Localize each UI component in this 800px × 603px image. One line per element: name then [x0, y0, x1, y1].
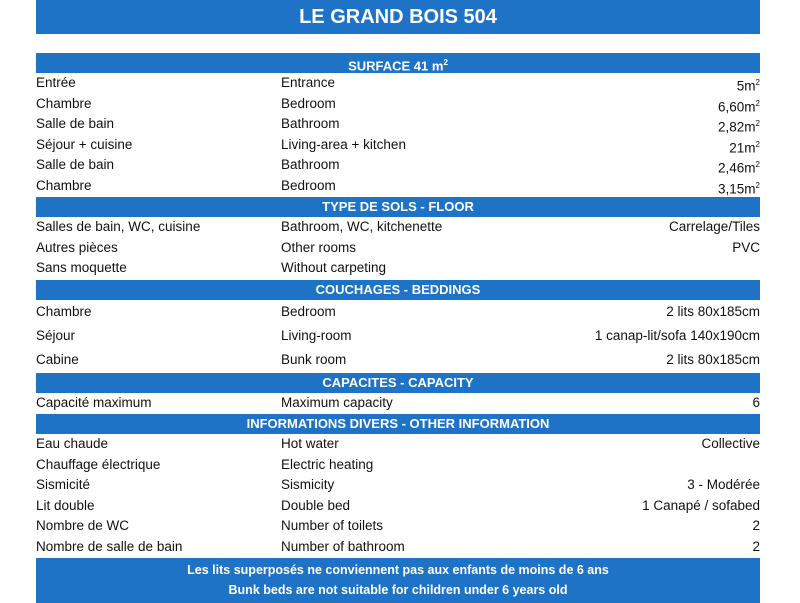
floor-row: [36, 258, 760, 279]
label-en: Living-room: [281, 327, 352, 343]
value-text: 2,46m: [718, 160, 756, 176]
surface-row: [36, 176, 760, 197]
info-row: [36, 496, 760, 517]
section-header-surface: [36, 52, 760, 73]
surface-row: [36, 135, 760, 156]
label-en: Bedroom: [281, 177, 336, 193]
label-en: Bunk room: [281, 351, 347, 367]
label-en: Bathroom: [281, 157, 340, 172]
label-fr: Salle de bain: [36, 157, 115, 172]
label-fr: Entrée: [36, 75, 76, 90]
value-sup: 2: [755, 78, 760, 87]
value-text: 2: [752, 538, 760, 554]
label-fr: Chambre: [36, 177, 92, 193]
label-fr: Capacité maximum: [36, 394, 152, 410]
footer-notice-en: Bunk beds are not suitable for children under 6 years old: [228, 583, 568, 597]
label-en: Other rooms: [281, 239, 357, 255]
value-text: 2: [752, 518, 760, 533]
property-sheet: [36, 0, 760, 603]
info-row: [36, 455, 760, 476]
section-header-surface-label: SURFACE 41 m: [348, 58, 444, 74]
value-text: 6: [752, 394, 760, 410]
floor-row: [36, 217, 760, 238]
footer-notice-fr: Les lits superposés ne conviennent pas aux enfants de moins de 6 ans: [187, 563, 609, 577]
value: [511, 94, 760, 115]
label-en: Bedroom: [281, 95, 336, 111]
value: [511, 516, 760, 537]
label-en: Double bed: [281, 497, 351, 513]
value: [511, 434, 760, 455]
value-text: 6,60m: [718, 99, 756, 114]
beddings-row: [36, 348, 760, 372]
beddings-row: [36, 300, 760, 324]
value: [511, 155, 760, 176]
label-fr: Nombre de WC: [36, 518, 130, 533]
label-en: Without carpeting: [281, 260, 387, 275]
page-title: LE GRAND BOIS 504: [36, 0, 760, 34]
value-text: 2 lits 80x185cm: [666, 303, 760, 319]
label-en: Number of toilets: [281, 518, 384, 533]
value: [511, 324, 760, 348]
surface-row: [36, 94, 760, 115]
surface-row: [36, 73, 760, 94]
value-sup: 2: [755, 160, 760, 169]
beddings-row: [36, 324, 760, 348]
info-row: [36, 516, 760, 537]
info-row: [36, 475, 760, 496]
section-header-surface-sup: 2: [443, 58, 448, 67]
value-text: 21m: [729, 140, 756, 155]
section-header-beddings: COUCHAGES - BEDDINGS: [36, 279, 760, 300]
info-row: [36, 434, 760, 455]
floor-rows: [36, 217, 760, 279]
label-fr: Sismicité: [36, 477, 91, 492]
value-text: 3 - Modérée: [687, 477, 760, 492]
value: [511, 455, 760, 476]
label-en: Entrance: [281, 75, 336, 90]
beddings-rows: [36, 300, 760, 372]
label-fr: Salle de bain: [36, 116, 115, 131]
label-en: Sismicity: [281, 477, 335, 492]
label-fr: Séjour: [36, 327, 76, 343]
label-en: Number of bathroom: [281, 538, 405, 554]
value-text: Carrelage/Tiles: [668, 219, 760, 234]
info-row: [36, 537, 760, 558]
value: [511, 496, 760, 517]
value: [511, 393, 760, 414]
label-fr: Chambre: [36, 95, 92, 111]
value: [511, 135, 760, 156]
spacer: [36, 34, 760, 52]
label-en: Bathroom: [281, 116, 340, 131]
value: [511, 73, 760, 94]
section-header-floor: TYPE DE SOLS - FLOOR: [36, 196, 760, 217]
label-fr: Chauffage électrique: [36, 456, 161, 472]
value-text: 3,15m: [718, 181, 756, 196]
value: [511, 300, 760, 324]
value: [511, 258, 760, 279]
label-en: Living-area + kitchen: [281, 136, 406, 152]
value: [511, 238, 760, 259]
label-fr: Salles de bain, WC, cuisine: [36, 219, 201, 234]
value-text: 2 lits 80x185cm: [666, 351, 760, 367]
value-sup: 2: [755, 98, 760, 108]
label-fr: Lit double: [36, 497, 95, 513]
value-text: 1 canap-lit/sofa 140x190cm: [594, 327, 760, 343]
label-en: Electric heating: [281, 456, 374, 472]
capacity-rows: [36, 393, 760, 414]
label-fr: Eau chaude: [36, 436, 109, 451]
value-sup: 2: [755, 139, 760, 149]
value: [511, 176, 760, 197]
value: [511, 348, 760, 372]
value: [511, 537, 760, 558]
value-sup: 2: [755, 180, 760, 190]
surface-rows: [36, 73, 760, 196]
value: [511, 475, 760, 496]
value-text: 5m: [736, 78, 756, 94]
section-header-capacity: CAPACITES - CAPACITY: [36, 372, 760, 393]
value-text: 1 Canapé / sofabed: [642, 497, 760, 513]
label-en: Maximum capacity: [281, 394, 393, 410]
value-sup: 2: [755, 119, 760, 128]
label-en: Bedroom: [281, 303, 336, 319]
footer-notice: [36, 557, 760, 603]
value-text: 2,82m: [718, 119, 756, 135]
value-text: Collective: [701, 436, 760, 451]
label-fr: Autres pièces: [36, 239, 118, 255]
label-en: Hot water: [281, 436, 339, 451]
label-fr: Cabine: [36, 351, 79, 367]
surface-row: [36, 114, 760, 135]
surface-row: [36, 155, 760, 176]
value: [511, 217, 760, 238]
capacity-row: [36, 393, 760, 414]
section-header-info: INFORMATIONS DIVERS - OTHER INFORMATION: [36, 413, 760, 434]
value: [511, 114, 760, 135]
info-rows: [36, 434, 760, 557]
value-text: PVC: [732, 239, 760, 255]
label-fr: Chambre: [36, 303, 92, 319]
label-en: Bathroom, WC, kitchenette: [281, 219, 443, 234]
label-fr: Séjour + cuisine: [36, 136, 133, 152]
label-fr: Sans moquette: [36, 260, 127, 275]
floor-row: [36, 238, 760, 259]
label-fr: Nombre de salle de bain: [36, 538, 183, 554]
